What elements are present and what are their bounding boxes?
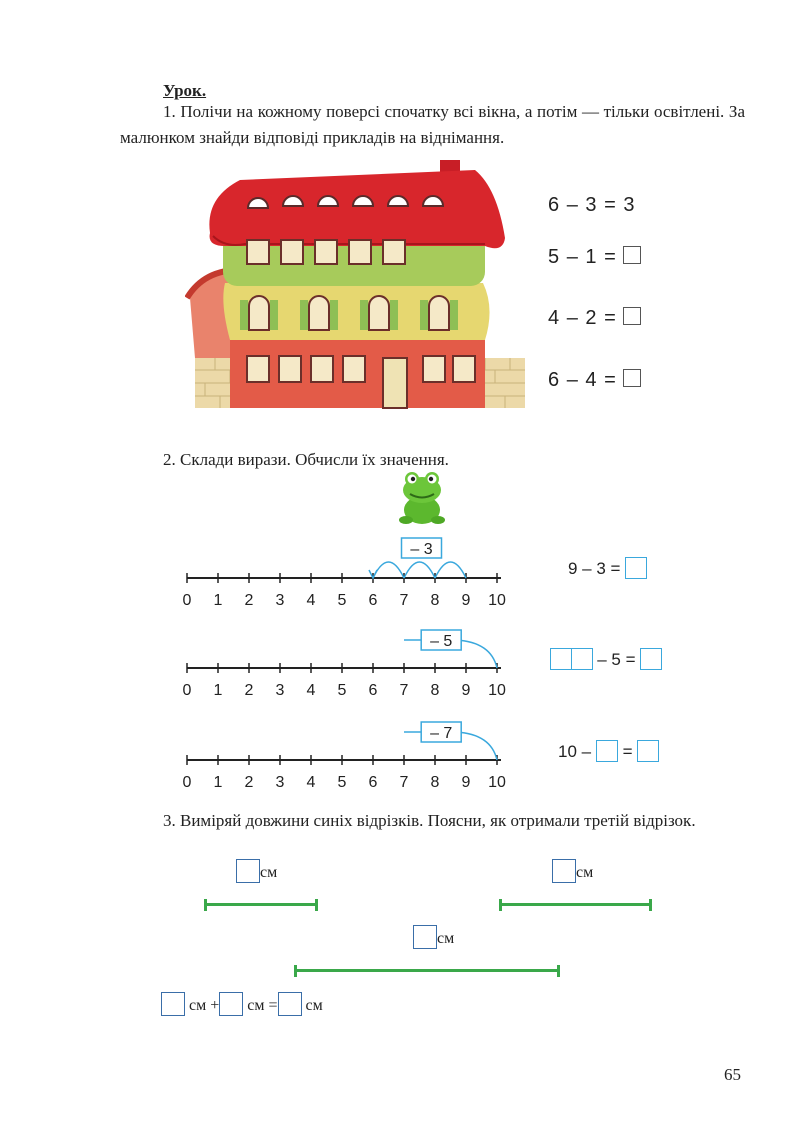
- number-line-tick-label: 2: [244, 774, 254, 790]
- number-line-tick-label: 3: [275, 774, 285, 790]
- length-box[interactable]: [161, 992, 185, 1016]
- number-line-tick-label: 9: [461, 682, 471, 699]
- number-line-tick-label: 8: [430, 682, 440, 699]
- unit-label: см: [189, 997, 207, 1014]
- expr-text: 9 – 3 =: [568, 559, 621, 578]
- number-line-tick-label: 9: [461, 774, 471, 790]
- jump-label: – 3: [410, 541, 433, 558]
- answer-box[interactable]: [625, 557, 647, 579]
- number-line-tick-label: 1: [213, 682, 223, 699]
- number-line-tick-label: 2: [244, 592, 254, 609]
- unit-label: см: [305, 997, 323, 1014]
- eq-operand: 4: [585, 369, 598, 391]
- number-line-tick-label: 6: [368, 682, 378, 699]
- jump-arc: [373, 562, 404, 578]
- number-line-tick-label: 6: [368, 774, 378, 790]
- number-line-tick-label: 10: [488, 774, 506, 790]
- number-line-tick-label: 8: [430, 774, 440, 790]
- number-line-tick-label: 3: [275, 682, 285, 699]
- number-line-tick-label: 4: [306, 682, 316, 699]
- subtrahend-box[interactable]: [596, 740, 618, 762]
- unit-label: см: [247, 997, 265, 1014]
- expr-equals: =: [622, 742, 633, 761]
- frog-icon: [398, 470, 446, 526]
- number-line-tick-label: 0: [182, 774, 192, 790]
- house-illustration: [185, 158, 530, 410]
- eq-equals: =: [604, 307, 617, 329]
- length-box[interactable]: [413, 925, 437, 949]
- unit-label: см: [437, 930, 455, 947]
- number-line-tick-label: 1: [213, 592, 223, 609]
- expression-1: [568, 557, 647, 579]
- eq-equals: =: [604, 246, 617, 268]
- number-line-tick-label: 8: [430, 592, 440, 609]
- jump-label: – 7: [430, 725, 453, 742]
- number-line-tick-label: 10: [488, 592, 506, 609]
- eq-operand: 5: [548, 246, 561, 268]
- number-line-tick-label: 4: [306, 774, 316, 790]
- answer-box[interactable]: [640, 648, 662, 670]
- ones-digit-box[interactable]: [571, 648, 593, 670]
- eq-operator: –: [566, 369, 579, 391]
- number-line-tick-label: 7: [399, 774, 409, 790]
- eq-operand: 1: [585, 246, 598, 268]
- tens-digit-box[interactable]: [550, 648, 572, 670]
- number-line-tick-label: 7: [399, 592, 409, 609]
- length-box[interactable]: [219, 992, 243, 1016]
- number-line-tick-label: 3: [275, 592, 285, 609]
- expression-3: [558, 740, 659, 762]
- segment2-measure: [552, 859, 593, 886]
- number-line-tick-label: 2: [244, 682, 254, 699]
- number-line-tick-label: 1: [213, 774, 223, 790]
- equation-row-1: [548, 194, 635, 217]
- number-line-tick-label: 5: [337, 774, 347, 790]
- number-line-tick-label: 0: [182, 592, 192, 609]
- answer-box[interactable]: [623, 246, 641, 264]
- page-number: 65: [724, 1065, 741, 1084]
- jump-arc: [435, 562, 466, 578]
- sum-equation: [161, 992, 323, 1019]
- eq-operator: –: [566, 194, 579, 216]
- length-box[interactable]: [552, 859, 576, 883]
- length-box[interactable]: [236, 859, 260, 883]
- eq-equals: =: [604, 194, 617, 216]
- task1-text: 1. Полічи на кожному поверсі спочатку всі вікна, а потім — тільки освітлені. За малюнком знайди відповіді прикладів на віднімання.: [120, 102, 745, 147]
- task3-text: 3. Виміряй довжини синіх відрізків. Поясни, як отримали третій відрізок.: [163, 811, 696, 830]
- eq-equals: =: [604, 369, 617, 391]
- eq-operand: 4: [548, 307, 561, 329]
- task2-text: 2. Склади вирази. Обчисли їх значення.: [163, 450, 449, 469]
- jump-label: – 5: [430, 633, 453, 650]
- number-line-tick-label: 6: [368, 592, 378, 609]
- plus-sign: +: [210, 997, 220, 1014]
- eq-operator: –: [566, 307, 579, 329]
- eq-operand: 3: [585, 194, 598, 216]
- expr-operator: – 5 =: [597, 650, 636, 669]
- eq-operator: –: [566, 246, 579, 268]
- jump-arc: [404, 562, 435, 578]
- segment3-measure: [413, 925, 454, 952]
- number-line-tick-label: 0: [182, 682, 192, 699]
- length-box[interactable]: [278, 992, 302, 1016]
- equation-row-4: [548, 369, 641, 392]
- equals-sign: =: [268, 997, 278, 1014]
- equation-row-2: [548, 246, 641, 269]
- number-line-tick-label: 5: [337, 592, 347, 609]
- number-line-tick-label: 7: [399, 682, 409, 699]
- expr-operand: 10 –: [558, 742, 592, 761]
- lesson-title: Урок.: [163, 81, 207, 100]
- equation-row-3: [548, 307, 641, 330]
- expression-2: [550, 648, 662, 670]
- answer-box[interactable]: [623, 369, 641, 387]
- answer-box[interactable]: [637, 740, 659, 762]
- answer-box[interactable]: [623, 307, 641, 325]
- number-line-tick-label: 9: [461, 592, 471, 609]
- number-lines: [180, 530, 520, 790]
- unit-label: см: [576, 864, 594, 881]
- number-line-tick-label: 10: [488, 682, 506, 699]
- eq-operand: 6: [548, 369, 561, 391]
- eq-operand: 2: [585, 307, 598, 329]
- number-line-tick-label: 5: [337, 682, 347, 699]
- number-line-tick-label: 4: [306, 592, 316, 609]
- eq-operand: 6: [548, 194, 561, 216]
- eq-result: 3: [623, 194, 636, 216]
- unit-label: см: [260, 864, 278, 881]
- segment1-measure: [236, 859, 277, 886]
